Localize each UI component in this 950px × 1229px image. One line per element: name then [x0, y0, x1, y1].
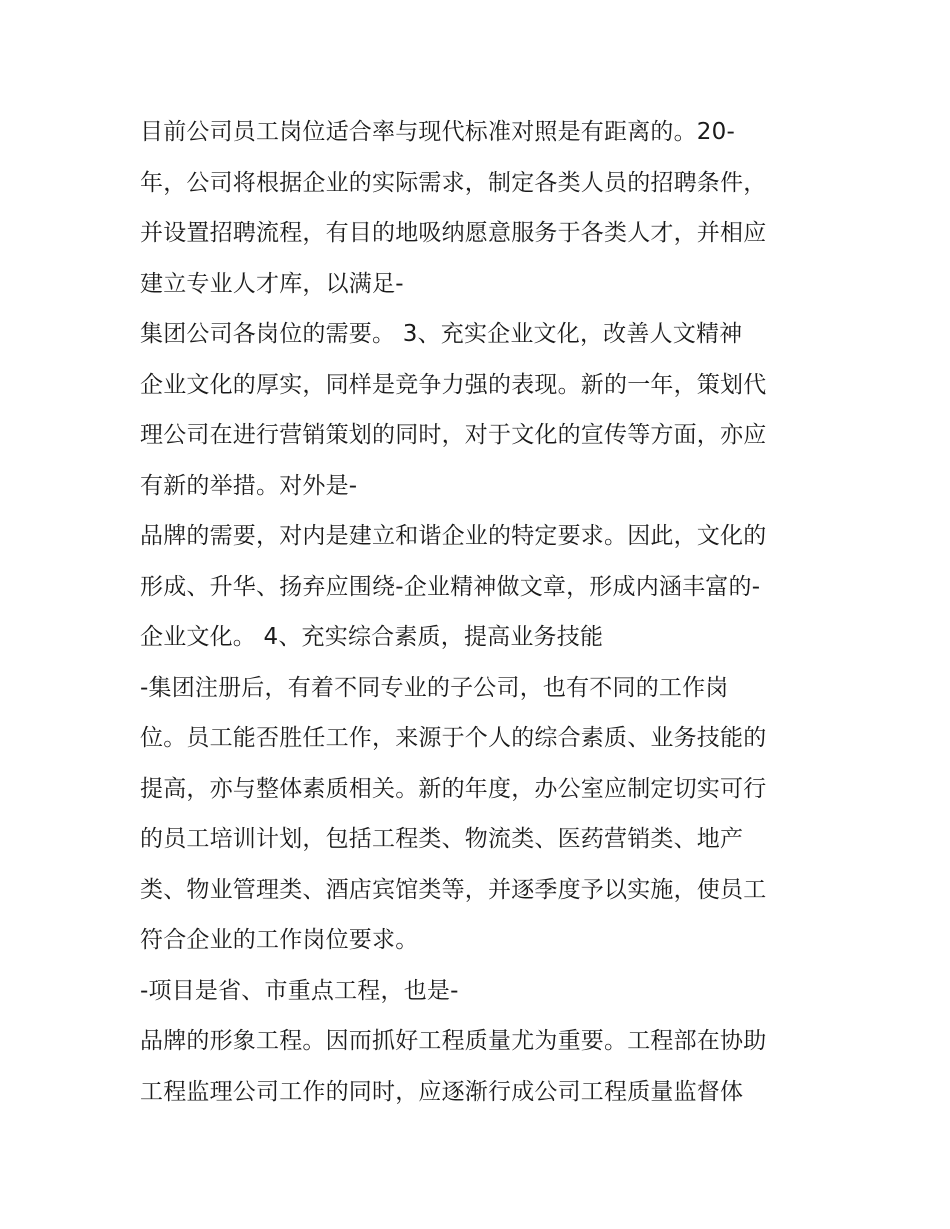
- text-line: 提高，亦与整体素质相关。新的年度，办公室应制定切实可行: [140, 775, 767, 802]
- text-line: 建立专业人才库，以满足-: [140, 270, 404, 297]
- text-line: 目前公司员工岗位适合率与现代标准对照是有距离的。20-: [140, 119, 735, 145]
- text-line: 并设置招聘流程，有目的地吸纳愿意服务于各类人才，并相应: [140, 220, 767, 246]
- text-line: 工程监理公司工作的同时，应逐渐行成公司工程质量监督体: [140, 1078, 744, 1105]
- text-line: 企业文化。 4、充实综合素质，提高业务技能: [140, 624, 604, 650]
- text-line: 品牌的需要，对内是建立和谐企业的特定要求。因此，文化的: [140, 523, 767, 549]
- text-line: 品牌的形象工程。因而抓好工程质量尤为重要。工程部在协助: [140, 1028, 767, 1054]
- text-line: -集团注册后，有着不同专业的子公司，也有不同的工作岗: [140, 674, 729, 701]
- document-body: [140, 107, 830, 1117]
- text-line: 位。员工能否胜任工作，来源于个人的综合素质、业务技能的: [140, 725, 767, 751]
- text-line: 年，公司将根据企业的实际需求，制定各类人员的招聘条件，: [140, 169, 767, 196]
- text-line: 理公司在进行营销策划的同时，对于文化的宣传等方面，亦应: [140, 422, 767, 448]
- text-line: 的员工培训计划，包括工程类、物流类、医药营销类、地产: [140, 826, 744, 852]
- text-line: 形成、升华、扬弃应围绕-企业精神做文章，形成内涵丰富的-: [140, 573, 761, 600]
- text-line: 企业文化的厚实，同样是竞争力强的表现。新的一年，策划代: [140, 371, 767, 398]
- text-line: 有新的举措。对外是-: [140, 472, 358, 499]
- text-line: 集团公司各岗位的需要。 3、充实企业文化，改善人文精神: [140, 321, 743, 347]
- text-line: 类、物业管理类、酒店宾馆类等，并逐季度予以实施，使员工: [140, 876, 767, 903]
- text-line: 符合企业的工作岗位要求。: [140, 927, 419, 953]
- text-line: -项目是省、市重点工程，也是-: [140, 977, 459, 1004]
